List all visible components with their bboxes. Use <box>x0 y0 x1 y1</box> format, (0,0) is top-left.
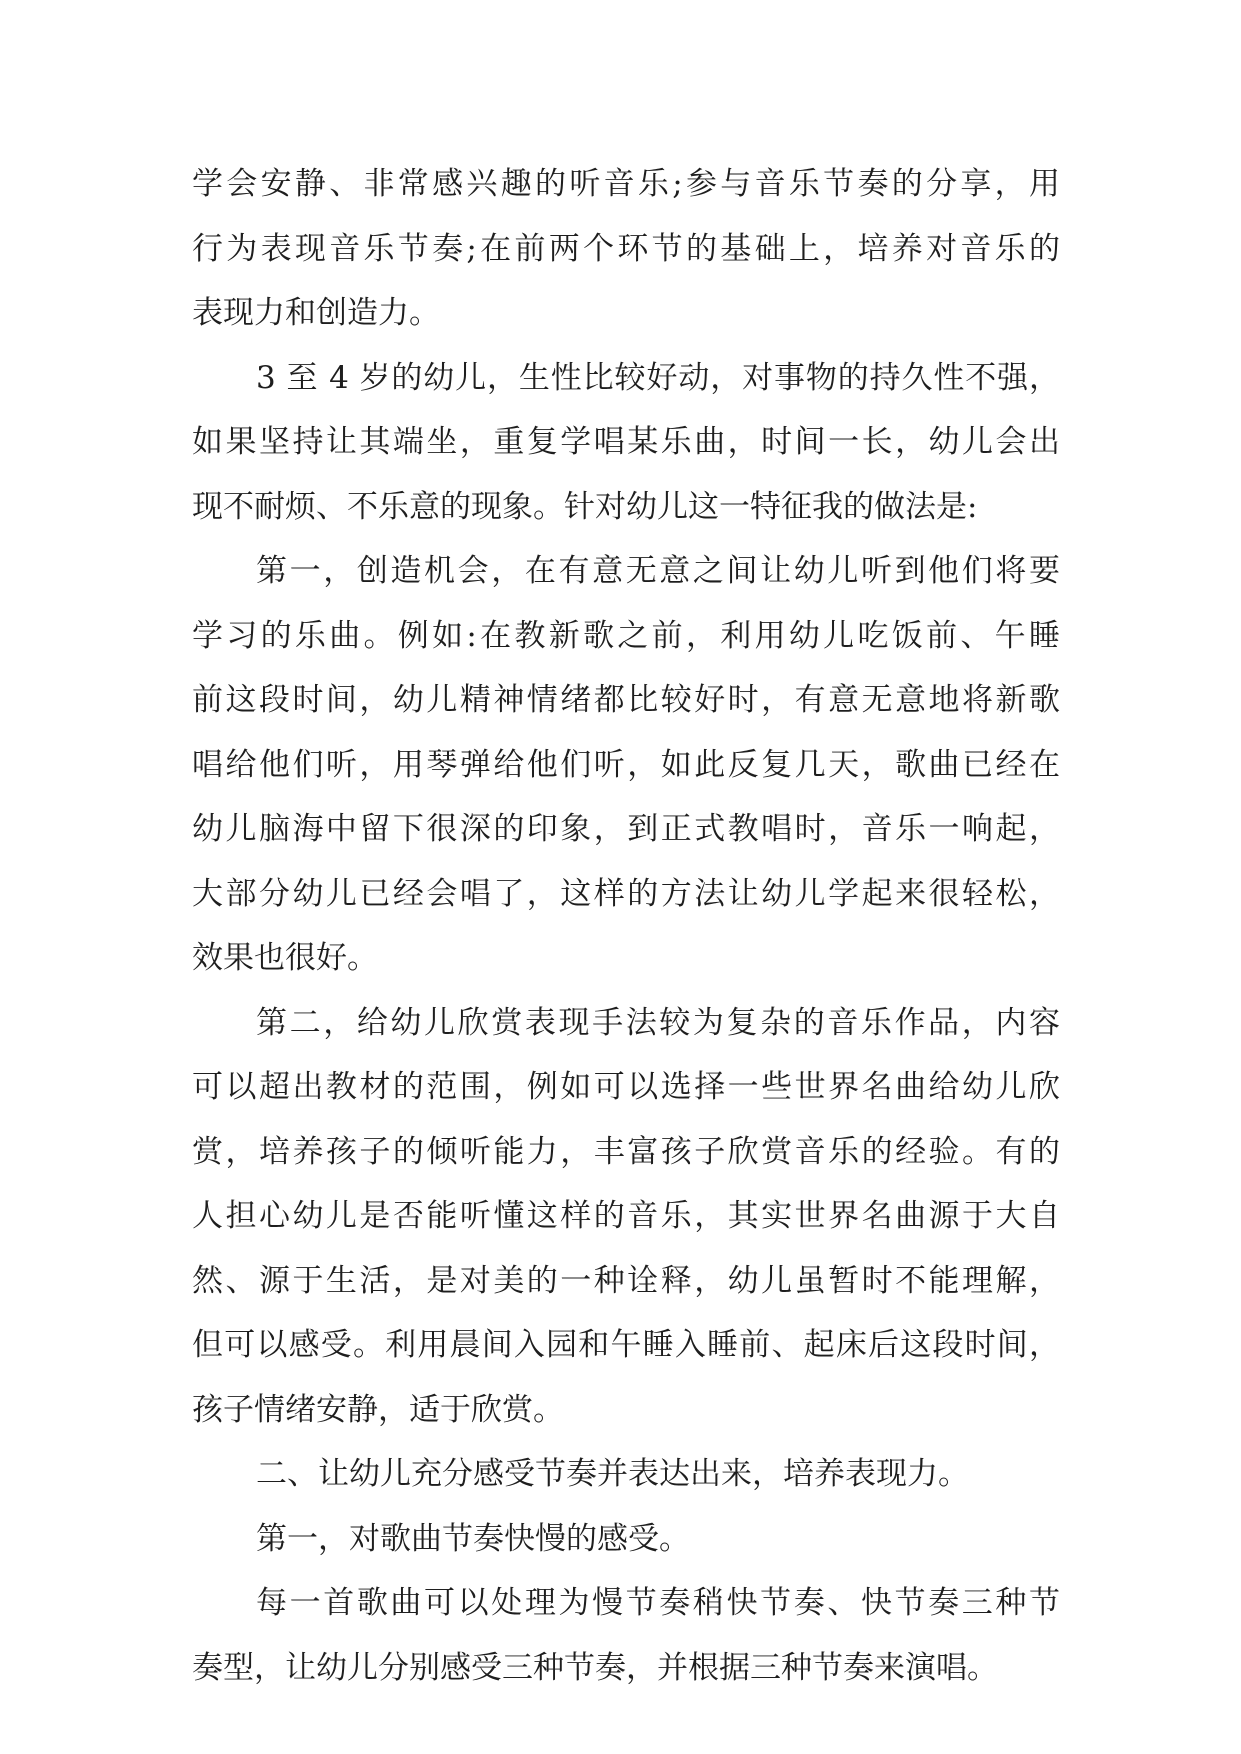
text-line: 然、源于生活，是对美的一种诠释，幼儿虽暂时不能理解， <box>192 1262 1060 1299</box>
text-line: 第一，对歌曲节奏快慢的感受。 <box>256 1520 690 1557</box>
text-line: 前这段时间，幼儿精神情绪都比较好时，有意无意地将新歌 <box>192 682 1060 718</box>
text-line: 二、让幼儿充分感受节奏并表达出来，培养表现力。 <box>256 1456 969 1492</box>
text-line: 人担心幼儿是否能听懂这样的音乐，其实世界名曲源于大自 <box>192 1198 1060 1234</box>
text-line: 学会安静、非常感兴趣的听音乐;参与音乐节奏的分享，用 <box>192 166 1060 202</box>
text-line: 每一首歌曲可以处理为慢节奏稍快节奏、快节奏三种节 <box>256 1585 1060 1621</box>
text-line: 赏，培养孩子的倾听能力，丰富孩子欣赏音乐的经验。有的 <box>192 1133 1060 1170</box>
paragraph <box>192 1442 1060 1507</box>
text-line: 表现力和创造力。 <box>192 295 440 331</box>
paragraph <box>192 991 1060 1443</box>
text-line: 学习的乐曲。例如:在教新歌之前，利用幼儿吃饭前、午睡 <box>192 617 1060 654</box>
text-line: 大部分幼儿已经会唱了，这样的方法让幼儿学起来很轻松， <box>192 875 1060 912</box>
text-line: 可以超出教材的范围，例如可以选择一些世界名曲给幼儿欣 <box>192 1069 1060 1105</box>
text-line: 如果坚持让其端坐，重复学唱某乐曲，时间一长，幼儿会出 <box>192 424 1060 460</box>
text-line: 孩子情绪安静，适于欣赏。 <box>192 1391 564 1428</box>
text-line: 现不耐烦、不乐意的现象。针对幼儿这一特征我的做法是: <box>192 488 978 525</box>
paragraph <box>192 152 1060 346</box>
paragraph <box>192 346 1060 540</box>
text-line: 效果也很好。 <box>192 940 378 976</box>
document-body <box>192 152 1060 1700</box>
text-line: 3 至 4 岁的幼儿，生性比较好动，对事物的持久性不强， <box>256 359 1060 396</box>
paragraph <box>192 539 1060 991</box>
paragraph <box>192 1571 1060 1700</box>
text-line: 幼儿脑海中留下很深的印象，到正式教唱时，音乐一响起， <box>192 811 1060 847</box>
paragraph <box>192 1507 1060 1572</box>
text-line: 第二，给幼儿欣赏表现手法较为复杂的音乐作品，内容 <box>256 1004 1060 1041</box>
text-line: 但可以感受。利用晨间入园和午睡入睡前、起床后这段时间， <box>192 1327 1060 1363</box>
text-line: 行为表现音乐节奏;在前两个环节的基础上，培养对音乐的 <box>192 230 1060 267</box>
text-line: 第一，创造机会，在有意无意之间让幼儿听到他们将要 <box>256 553 1060 589</box>
text-line: 奏型，让幼儿分别感受三种节奏，并根据三种节奏来演唱。 <box>192 1649 998 1686</box>
text-line: 唱给他们听，用琴弹给他们听，如此反复几天，歌曲已经在 <box>192 746 1060 783</box>
